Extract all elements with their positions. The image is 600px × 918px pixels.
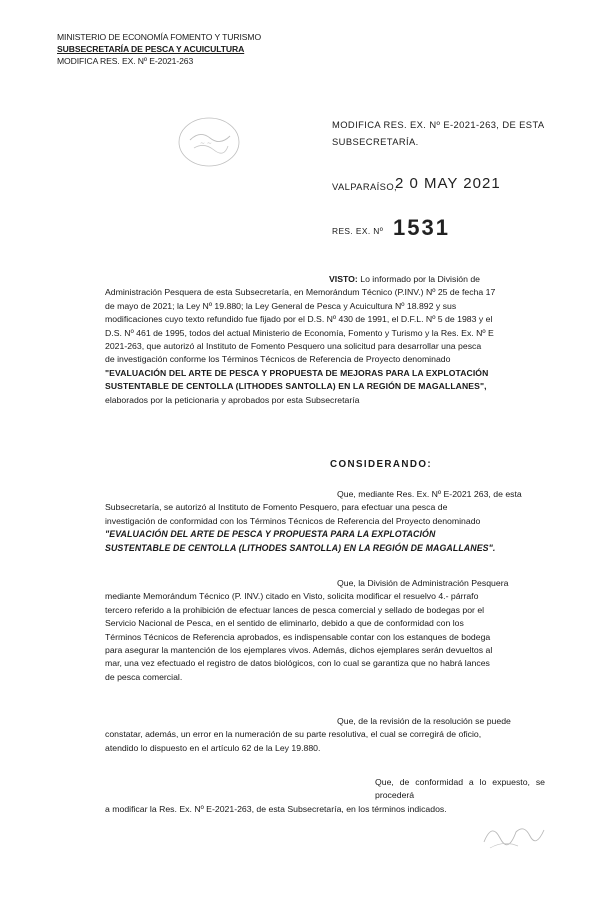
date-stamp: 2 0 MAY 2021 <box>395 175 501 192</box>
considerando-heading: CONSIDERANDO: <box>330 459 433 470</box>
paragraph-line: investigación de conformidad con los Términos Técnicos de Referencia del Proyecto denominado <box>105 515 481 526</box>
visto-line: 2021-263, que autorizó al Instituto de Fomento Pesquero una solicitud para desarrollar una pesca <box>105 341 482 352</box>
paragraph-line: Servicio Nacional de Pesca, en el sentido de eliminarlo, debido a que de conformidad con los <box>105 618 464 629</box>
visto-line: de mayo de 2021; la Ley Nº 19.880; la Ley General de Pesca y Acuicultura Nº 18.892 y sus <box>105 300 457 311</box>
considerando-paragraph-1 <box>105 488 545 555</box>
resolution-number: 1531 <box>393 215 450 240</box>
header-reference: MODIFICA RES. EX. Nº E-2021-263 <box>57 56 194 66</box>
paragraph-line: Subsecretaría, se autorizó al Instituto de Fomento Pesquero, para efectuar una pesca de <box>105 502 448 513</box>
visto-line: D.S. Nº 461 de 1995, todos del actual Ministerio de Economía, Fomento y Turismo y la Res. Ex. Nº E <box>105 327 494 338</box>
paragraph-line: para asegurar la mantención de los ejemplares vivos. Además, dichos ejemplares serán devueltos al <box>105 645 493 656</box>
visto-line: Administración Pesquera de esta Subsecretaría, en Memorándum Técnico (P.INV.) Nº 25 de fecha 17 <box>105 287 496 298</box>
considerando-paragraph-3 <box>105 715 545 755</box>
visto-line: de investigación conforme los Términos Técnicos de Referencia de Proyecto denominado <box>105 354 451 365</box>
visto-label: VISTO: <box>329 274 358 284</box>
visto-line: modificaciones cuyo texto refundido fue fijado por el D.S. Nº 430 de 1991, el D.F.L. Nº 5 de 1983 y el <box>105 314 493 325</box>
visto-section <box>105 273 545 407</box>
initials-mark-icon <box>478 814 548 854</box>
place: VALPARAÍSO, <box>332 181 398 192</box>
header-ministry: MINISTERIO DE ECONOMÍA FOMENTO Y TURISMO <box>57 32 262 42</box>
paragraph-line: Que, la División de Administración Pesquera <box>337 578 509 588</box>
resolution-label: RES. EX. Nº <box>332 226 384 236</box>
subject-line-1: MODIFICA RES. EX. Nº E-2021-263, DE ESTA <box>332 119 545 130</box>
paragraph-line: a modificar la Res. Ex. Nº E-2021-263, de esta Subsecretaría, en los términos indicados. <box>105 803 447 814</box>
paragraph-line: tercero referido a la prohibición de efectuar lances de pesca comercial y sellado de bodegas por el <box>105 604 485 615</box>
paragraph-line: mediante Memorándum Técnico (P. INV.) citado en Visto, solicita modificar el resuelvo 4.- párrafo <box>105 591 479 602</box>
paragraph-line: mar, una vez efectuado el registro de datos biológicos, con lo cual se garantiza que no habrá lances <box>105 658 490 669</box>
stamp-seal-icon <box>170 112 248 172</box>
project-title: "EVALUACIÓN DEL ARTE DE PESCA Y PROPUESTA PARA LA EXPLOTACIÓN <box>105 529 436 540</box>
visto-closing: elaborados por la peticionaria y aprobados por esta Subsecretaría <box>105 394 360 405</box>
considerando-paragraph-4 <box>105 776 545 816</box>
considerando-paragraph-2 <box>105 577 545 684</box>
paragraph-line: Que, de la revisión de la resolución se puede <box>337 716 511 726</box>
svg-text:~ ~: ~ ~ <box>200 140 212 147</box>
visto-project-title: SUSTENTABLE DE CENTOLLA (LITHODES SANTOLLA) EN LA REGIÓN DE MAGALLANES", <box>105 381 487 392</box>
paragraph-line: Que, mediante Res. Ex. Nº E-2021 263, de esta <box>337 489 522 499</box>
paragraph-line: Que, de conformidad a lo expuesto, se procederá <box>375 777 545 801</box>
header-subsecretaria: SUBSECRETARÍA DE PESCA Y ACUICULTURA <box>57 44 245 54</box>
paragraph-line: constatar, además, un error en la numeración de su parte resolutiva, el cual se corregirá de oficio, <box>105 729 482 740</box>
visto-project-title: "EVALUACIÓN DEL ARTE DE PESCA Y PROPUESTA DE MEJORAS PARA LA EXPLOTACIÓN <box>105 367 489 378</box>
visto-line: Lo informado por la División de <box>360 274 480 284</box>
subject-line-2: SUBSECRETARÍA. <box>332 136 419 147</box>
paragraph-line: atendido lo dispuesto en el artículo 62 de la Ley 19.880. <box>105 742 321 753</box>
paragraph-line: de pesca comercial. <box>105 671 183 682</box>
project-title: SUSTENTABLE DE CENTOLLA (LITHODES SANTOLLA) EN LA REGIÓN DE MAGALLANES". <box>105 542 496 553</box>
paragraph-line: Términos Técnicos de Referencia aprobados, es indispensable contar con los estanques de bodega <box>105 631 491 642</box>
